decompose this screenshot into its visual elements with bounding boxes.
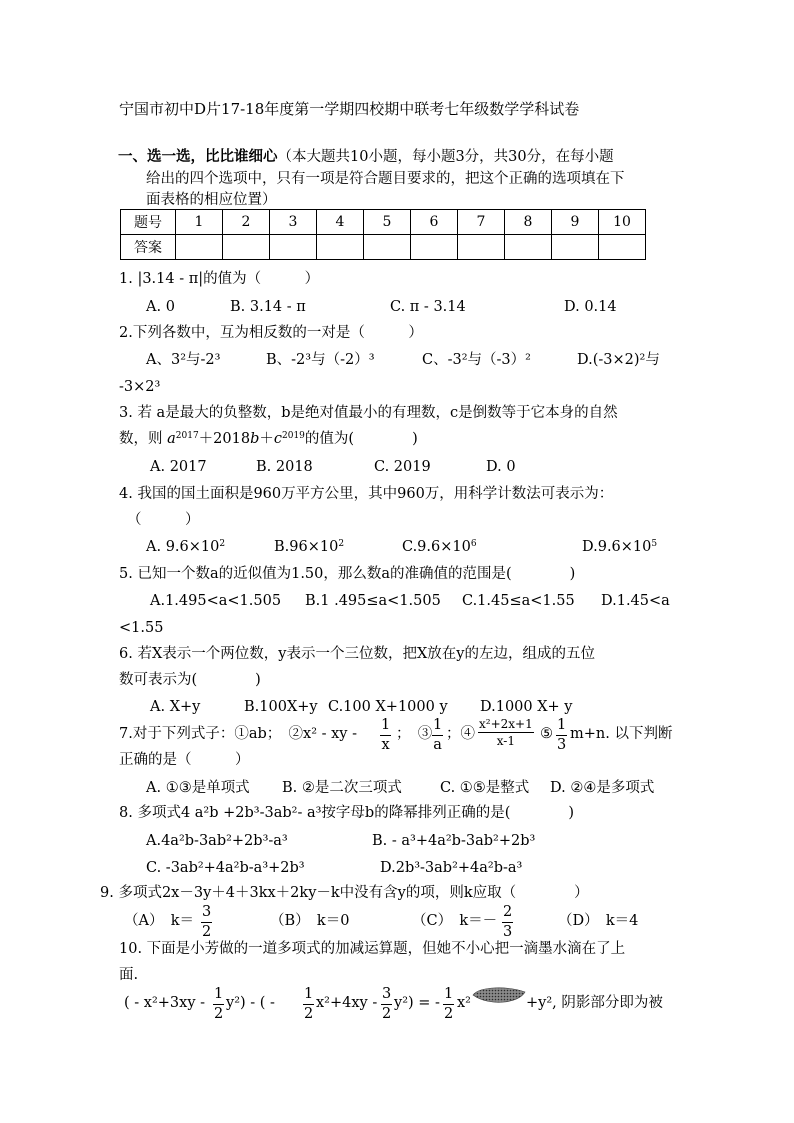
q5-option-c: C.1.45≤a<1.55 (462, 593, 575, 609)
q2-option-a: A、3²与-2³ (146, 352, 221, 368)
q8-option-b: B. - a³+4a²b-3ab²+2b³ (372, 833, 536, 849)
ink-blot-icon (470, 983, 528, 1009)
answer-cell[interactable] (176, 235, 223, 260)
section-heading: 一、选一选，比比谁细心 (118, 148, 278, 165)
answer-cell[interactable] (364, 235, 411, 260)
q9-option-d: （D） k＝4 (558, 913, 639, 929)
q7-frac-4 (556, 718, 567, 752)
answer-cell[interactable] (599, 235, 646, 260)
table-row-numbers (121, 210, 646, 235)
q9-stem: 9. 多项式2x－3y＋4＋3kx＋2ky－k中没有含y的项，则k应取（ ） (100, 885, 589, 901)
q10-part1: ( - x²+3xy - (124, 995, 206, 1011)
number-cell: 8 (505, 210, 552, 235)
q8-option-d: D.2b³-3ab²+4a²b-a³ (380, 860, 523, 876)
q5-stem: 5. 已知一个数a的近似值为1.50，那么数a的准确值的范围是( ) (119, 566, 576, 582)
q6-line2: 数可表示为( ) (119, 672, 261, 688)
number-cell: 7 (458, 210, 505, 235)
q9-frac-c (502, 905, 513, 939)
q10-frac-1-num: 1 (213, 987, 224, 1005)
answer-cell[interactable] (317, 235, 364, 260)
q10-line1: 10. 下面是小芳做的一道多项式的加减运算题，但她不小心把一滴墨水滴在了上 (119, 941, 626, 957)
q7-frac-1-num: 1 (380, 718, 391, 736)
q2-option-d-cont: -3×2³ (119, 379, 161, 395)
answer-header-cell: 答案 (121, 235, 176, 260)
q9-frac-a-num: 3 (201, 905, 212, 923)
q10-frac-2-den: 2 (304, 1005, 314, 1022)
q4-option-c-text: C.9.6×10 (402, 539, 471, 555)
q1-stem: 1. |3.14 - π|的值为（ ） (119, 271, 320, 287)
q10-part1-end: y²) - ( - (226, 995, 275, 1011)
q4-option-b (274, 540, 344, 555)
q7-frac-2-den: a (433, 736, 442, 753)
q7-option-b: B. ②是二次三项式 (282, 780, 402, 796)
q4-option-d (582, 540, 657, 555)
q9-frac-a (201, 905, 212, 939)
q10-frac-4-num: 1 (443, 987, 454, 1005)
q10-frac-3 (381, 987, 392, 1021)
q10-part4-end: x² (457, 995, 471, 1011)
q10-frac-1 (213, 987, 224, 1021)
q7-post: m+n. 以下判断 (570, 726, 673, 742)
q2-option-c: C、-3²与（-3）² (422, 352, 531, 368)
q10-frac-1-den: 2 (214, 1005, 224, 1022)
q2-option-d: D.(-3×2)²与 (577, 352, 660, 368)
answer-table (120, 209, 646, 260)
q4-stem: 4. 我国的国土面积是960万平方公里，其中960万，用科学计数法可表示为： (119, 486, 614, 502)
q4-option-b-exp: 2 (338, 539, 345, 549)
q3-option-a: A. 2017 (150, 459, 207, 475)
section-desc-1: （本大题共10小题，每小题3分，共30分，在每小题 (277, 149, 614, 165)
q10-frac-3-den: 2 (382, 1005, 392, 1022)
answer-cell[interactable] (552, 235, 599, 260)
q7-mid3: ⑤ (540, 726, 553, 742)
q3-option-b: B. 2018 (256, 459, 313, 475)
q6-option-d: D.1000 X+ y (480, 699, 573, 715)
q7-frac-2 (432, 718, 443, 752)
q7-frac-1-den: x (381, 736, 390, 753)
row-header-cell: 题号 (121, 210, 176, 235)
q4-option-c-exp: 6 (470, 539, 477, 549)
q7-frac-4-den: 3 (557, 736, 567, 753)
q5-option-d-cont: <1.55 (119, 620, 164, 636)
q2-stem: 2.下列各数中，互为相反数的一对是（ ） (119, 325, 423, 341)
answer-cell[interactable] (505, 235, 552, 260)
q9-frac-c-num: 2 (502, 905, 513, 923)
table-row-answers (121, 235, 646, 260)
q7-option-a: A. ①③是单项式 (146, 780, 250, 796)
q9-option-c: （C） k＝－ (412, 913, 498, 929)
q3-line2: 数，则 $a^{2017}+2018b+c^{2019}$的值为( ) (119, 431, 418, 447)
q7-frac-4-num: 1 (556, 718, 567, 736)
number-cell: 4 (317, 210, 364, 235)
answer-cell[interactable] (223, 235, 270, 260)
q8-stem: 8. 多项式4 a²b +2b³-3ab²- a³按字母b的降幂排列正确的是( ) (119, 805, 575, 821)
q5-option-b: B.1 .495≤a<1.505 (305, 593, 441, 609)
q4-option-a-exp: 2 (219, 539, 226, 549)
q9-frac-c-den: 3 (503, 923, 513, 940)
q7-line2: 正确的是（ ） (119, 752, 250, 768)
q1-option-c: C. π - 3.14 (390, 299, 466, 315)
q6-option-b: B.100X+y (244, 699, 318, 715)
q2-option-b: B、-2³与（-2）³ (266, 352, 375, 368)
number-cell: 3 (270, 210, 317, 235)
q7-frac-2-num: 1 (432, 718, 443, 736)
section-desc-3: 面表格的相应位置） (146, 192, 277, 208)
q1-option-a: A. 0 (146, 299, 175, 315)
q1-option-d: D. 0.14 (564, 299, 617, 315)
q3-line2-post: 的值为( ) (304, 431, 418, 447)
q7-frac-1 (380, 718, 391, 752)
q4-option-b-text: B.96×10 (274, 539, 339, 555)
answer-cell[interactable] (458, 235, 505, 260)
q9-frac-a-den: 2 (202, 923, 212, 940)
section-desc-2: 给出的四个选项中，只有一项是符合题目要求的，把这个正确的选项填在下 (146, 171, 625, 187)
number-cell: 6 (411, 210, 458, 235)
q3-exp1: 2017 (175, 431, 199, 441)
q6-option-a: A. X+y (150, 699, 201, 715)
q10-part2-end: x²+4xy - (316, 995, 378, 1011)
number-cell: 2 (223, 210, 270, 235)
q8-option-a: A.4a²b-3ab²+2b³-a³ (146, 833, 288, 849)
q7-mid1: ； ③ (396, 726, 433, 742)
q10-frac-2-num: 1 (303, 987, 314, 1005)
q9-option-b: （B） k＝0 (270, 913, 350, 929)
q7-frac-3-num: x²+2x+1 (479, 717, 533, 731)
q8-option-c: C. -3ab²+4a²b-a³+2b³ (146, 860, 305, 876)
q5-option-d: D.1.45<a (601, 593, 670, 609)
q4-option-c (402, 540, 477, 555)
q9-option-a: （A） k＝ (124, 913, 195, 929)
q10-post: +y², 阴影部分即为被 (526, 995, 663, 1011)
number-cell: 9 (552, 210, 599, 235)
number-cell: 10 (599, 210, 646, 235)
q3-plus: ＋2018 (198, 431, 251, 447)
q4-option-a (146, 540, 225, 555)
q3-line1: 3. 若 a是最大的负整数，b是绝对值最小的有理数，c是倒数等于它本身的自然 (119, 405, 618, 421)
q10-frac-3-num: 3 (381, 987, 392, 1005)
q3-option-c: C. 2019 (374, 459, 431, 475)
q4-option-d-exp: 5 (651, 539, 658, 549)
q10-frac-4-den: 2 (444, 1005, 454, 1022)
q7-frac-3 (478, 718, 534, 747)
q7-option-d: D. ②④是多项式 (550, 780, 655, 796)
q6-line1: 6. 若X表示一个两位数，y表示一个三位数，把X放在y的左边，组成的五位 (119, 646, 595, 662)
q3-exp2: 2019 (282, 431, 305, 441)
q7-option-c: C. ①⑤是整式 (440, 780, 530, 796)
q4-paren: （ ） (127, 512, 200, 528)
page-title: 宁国市初中D片17-18年度第一学期四校期中联考七年级数学学科试卷 (119, 100, 580, 118)
q7-frac-3-den: x-1 (496, 734, 515, 748)
answer-cell[interactable] (270, 235, 317, 260)
number-cell: 5 (364, 210, 411, 235)
q10-frac-2 (303, 987, 314, 1021)
q7-mid2: ；④ (446, 726, 475, 742)
q10-line2: 面. (119, 967, 139, 983)
q3-line2-pre: 数，则 (119, 431, 168, 447)
q3-option-d: D. 0 (486, 459, 516, 475)
answer-cell[interactable] (411, 235, 458, 260)
q10-part3-end: y²) = - (394, 995, 440, 1011)
q6-option-c: C.100 X+1000 y (328, 699, 448, 715)
q1-option-b: B. 3.14 - π (230, 299, 306, 315)
q4-option-d-text: D.9.6×10 (582, 539, 652, 555)
q7-pre: 7.对于下列式子：①ab； ②x² - xy - (119, 726, 357, 742)
q10-frac-4 (443, 987, 454, 1021)
q4-option-a-text: A. 9.6×10 (146, 539, 220, 555)
q5-option-a: A.1.495<a<1.505 (150, 593, 282, 609)
number-cell: 1 (176, 210, 223, 235)
section-heading-line (118, 150, 614, 165)
